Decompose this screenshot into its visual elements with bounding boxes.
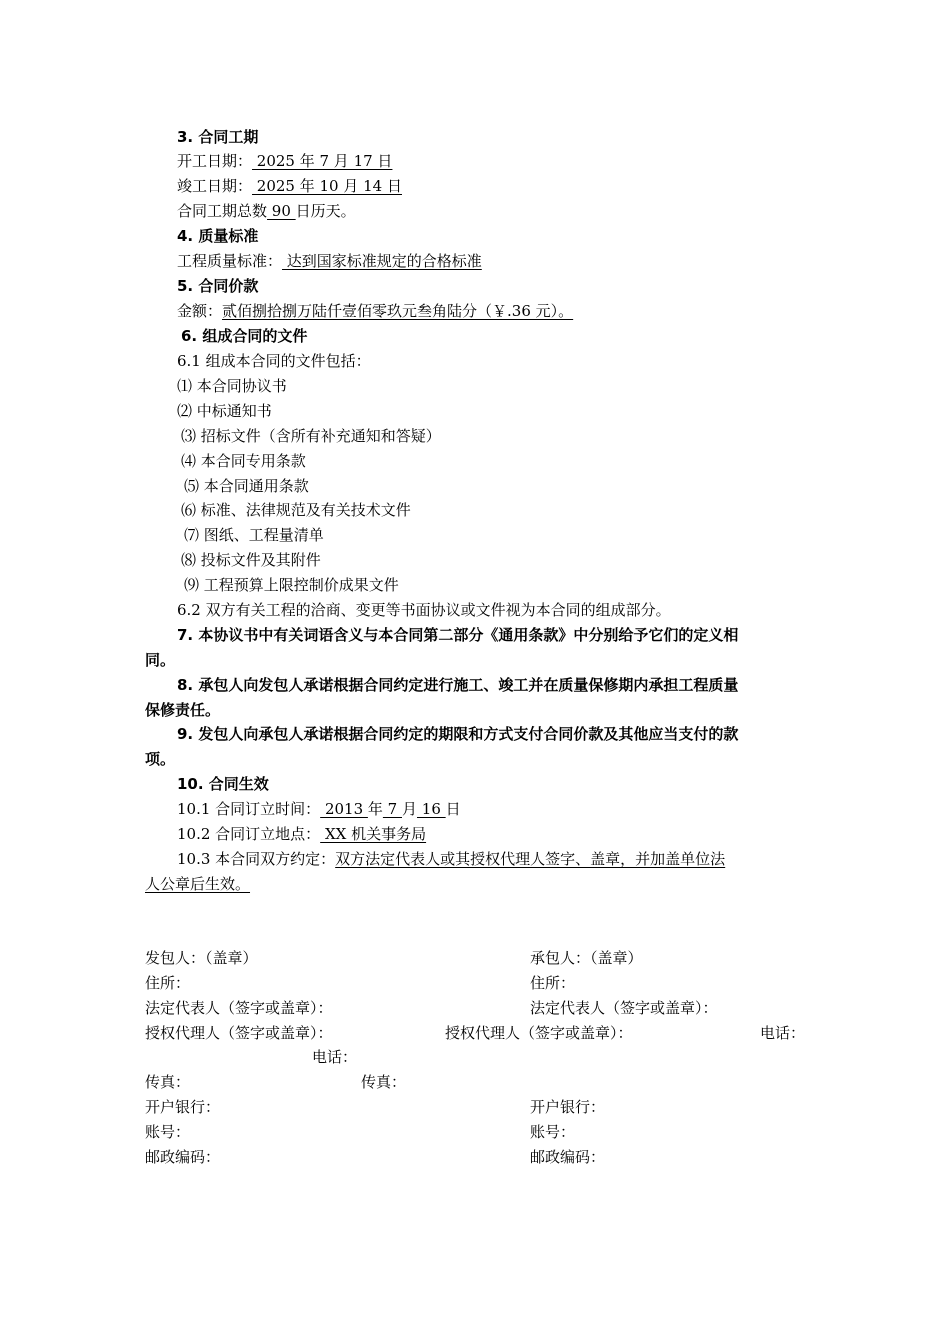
contractor-agent: 授权代理人（签字或盖章）： (445, 1024, 633, 1042)
total-duration-suffix: 日历天。 (295, 202, 356, 220)
document-list-item: ⑻ 投标文件及其附件 (181, 551, 321, 569)
agreement-label: 10.3 本合同双方约定： (177, 850, 336, 868)
section-3-heading: 3. 合同工期 (177, 128, 259, 146)
sign-day-unit: 日 (445, 800, 461, 818)
employer-bank: 开户银行： (145, 1098, 221, 1116)
employer-address: 住所： (145, 974, 191, 992)
start-date-label: 开工日期： (177, 152, 253, 170)
sign-year-unit: 年 (367, 800, 383, 818)
section-9-line-2: 项。 (145, 750, 176, 768)
section-7-line-1: 7. 本协议书中有关词语含义与本合同第二部分《通用条款》中分别给予它们的定义相 (177, 626, 739, 644)
section-4-heading: 4. 质量标准 (177, 227, 259, 245)
quality-standard-value: 达到国家标准规定的合格标准 (282, 252, 482, 270)
quality-standard-label: 工程质量标准： (177, 252, 283, 270)
price-label: 金额： (177, 302, 223, 320)
sign-time-label: 10.1 合同订立时间： (177, 800, 321, 818)
sign-place-value: XX 机关事务局 (320, 825, 427, 843)
total-duration-row (177, 201, 356, 221)
sign-month: 7 (382, 800, 402, 818)
start-date-row (177, 151, 392, 171)
clause-6-1: 6.1 组成本合同的文件包括： (177, 352, 371, 370)
employer-fax: 传真： (145, 1073, 191, 1091)
document-list-item: ⑶ 招标文件（含所有补充通知和答疑） (181, 427, 441, 445)
section-8-line-1: 8. 承包人向发包人承诺根据合同约定进行施工、竣工并在质量保修期内承担工程质量 (177, 676, 739, 694)
end-date-value: 2025 年 10 月 14 日 (252, 177, 402, 195)
document-list-item: ⑸ 本合同通用条款 (184, 477, 309, 495)
start-date-value: 2025 年 7 月 17 日 (252, 152, 393, 170)
employer-postal-code: 邮政编码： (145, 1148, 221, 1166)
contractor-legal-rep: 法定代表人（签字或盖章）： (530, 999, 718, 1017)
quality-standard-row (177, 251, 482, 271)
contractor-address: 住所： (530, 974, 576, 992)
document-list-item: ⑺ 图纸、工程量清单 (184, 526, 324, 544)
contractor-bank: 开户银行： (530, 1098, 606, 1116)
agreement-value-line-1: 双方法定代表人或其授权代理人签字、盖章，并加盖单位法 (335, 850, 726, 868)
contractor-fax: 传真： (361, 1073, 407, 1091)
employer-agent: 授权代理人（签字或盖章）： (145, 1024, 333, 1042)
contractor-seal: 承包人：（盖章） (530, 949, 643, 967)
end-date-row (177, 176, 402, 196)
price-row (177, 301, 573, 321)
document-list-item: ⑵ 中标通知书 (177, 402, 272, 420)
clause-10-3-continued (145, 874, 250, 894)
contractor-phone: 电话： (760, 1024, 806, 1042)
document-list-item: ⑷ 本合同专用条款 (181, 452, 306, 470)
clause-6-2: 6.2 双方有关工程的洽商、变更等书面协议或文件视为本合同的组成部分。 (177, 601, 671, 619)
agreement-value-line-2: 人公章后生效。 (145, 875, 251, 893)
sign-year: 2013 (320, 800, 368, 818)
section-6-heading: 6. 组成合同的文件 (181, 327, 308, 345)
sign-month-unit: 月 (402, 800, 418, 818)
employer-phone: 电话： (312, 1048, 358, 1066)
section-5-heading: 5. 合同价款 (177, 277, 259, 295)
sign-place-label: 10.2 合同订立地点： (177, 825, 321, 843)
document-list-item: ⑼ 工程预算上限控制价成果文件 (184, 576, 399, 594)
contractor-account: 账号： (530, 1123, 576, 1141)
end-date-label: 竣工日期： (177, 177, 253, 195)
employer-legal-rep: 法定代表人（签字或盖章）： (145, 999, 333, 1017)
price-value: 贰佰捌拾捌万陆仟壹佰零玖元叁角陆分（￥.36 元）。 (222, 302, 574, 320)
clause-10-3 (177, 849, 725, 869)
employer-account: 账号： (145, 1123, 191, 1141)
employer-seal: 发包人：（盖章） (145, 949, 258, 967)
clause-10-2 (177, 824, 426, 844)
clause-10-1 (177, 799, 461, 819)
section-7-line-2: 同。 (145, 651, 176, 669)
contractor-postal-code: 邮政编码： (530, 1148, 606, 1166)
document-list-item: ⑹ 标准、法律规范及有关技术文件 (181, 501, 411, 519)
section-10-heading: 10. 合同生效 (177, 775, 269, 793)
total-duration-value: 90 (267, 202, 296, 220)
section-8-line-2: 保修责任。 (145, 701, 221, 719)
section-9-line-1: 9. 发包人向承包人承诺根据合同约定的期限和方式支付合同价款及其他应当支付的款 (177, 725, 739, 743)
document-list-item: ⑴ 本合同协议书 (177, 377, 287, 395)
sign-day: 16 (417, 800, 446, 818)
total-duration-prefix: 合同工期总数 (177, 202, 268, 220)
